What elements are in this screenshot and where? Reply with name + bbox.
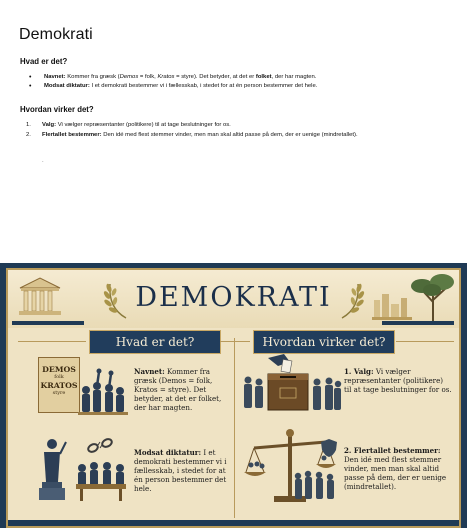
flertal-label: 2. Flertallet bestemmer: (344, 446, 441, 455)
people-voters-icon (242, 370, 266, 410)
people-crowd-icon (78, 368, 128, 416)
left-section-heading: Hvad er det? (89, 330, 221, 354)
bottom-band (8, 520, 459, 526)
list-item (26, 131, 448, 140)
demos-kratos-scroll (38, 357, 80, 413)
right-section-heading: Hvordan virker det? (253, 330, 395, 354)
city-ruins-icon (372, 286, 412, 320)
item-emphasis: folket (255, 74, 272, 80)
page-title: Demokrati (19, 26, 93, 43)
item-text: Vi vælger repræsentanter (politikere) til at tage beslutninger for os. (56, 122, 231, 129)
rule-right (396, 341, 454, 342)
item-number: 1. (26, 122, 31, 129)
olive-tree-icon (410, 272, 456, 324)
diktatur-text: I et demokrati bestemmer vi i fællesskab, i stedet for at én person bestemmer det hele. (134, 448, 227, 493)
poster-title: DEMOKRATI (135, 282, 332, 313)
title-underline-left (12, 321, 84, 325)
diktatur-label: Modsat diktatur: (134, 448, 202, 457)
scroll-kratos: KRATOS (40, 381, 78, 390)
item-label: Flertallet bestemmer: (42, 131, 102, 138)
statue-icon (34, 436, 70, 502)
valg-text: Vi vælger repræsentanter (politikere) til at tage beslutninger for os. (344, 367, 452, 394)
item-number: 2. (26, 131, 31, 138)
title-underline-right (382, 321, 454, 325)
rule-left (18, 341, 86, 342)
ballot-box-icon (264, 352, 312, 412)
valg-label: 1. Valg: (344, 367, 374, 376)
column-divider (234, 338, 235, 518)
item-text: Den idé med flest stemmer vinder, men man skal altid passe på dem, der er uenige (mindretallet). (101, 131, 358, 138)
diktatur-text-block (134, 448, 232, 493)
scroll-demos: DEMOS (42, 365, 76, 374)
item-emphasis: Demos (119, 74, 139, 80)
item-text: = folk, (138, 74, 158, 80)
flertal-text: Den idé med flest stemmer vinder, men man skal altid passe på dem, der er uenige (mindretallet). (344, 455, 447, 491)
stray-mark: . (42, 158, 44, 164)
item-label: Valg: (42, 122, 57, 129)
document (18, 26, 448, 140)
scroll-folk: folk (54, 374, 64, 380)
section-heading-what: Hvad er det? (20, 57, 68, 66)
item-text: I et demokrati bestemmer vi i fællesskab, i stedet for at én person bestemmer det hele. (89, 83, 318, 90)
item-emphasis: Kratos (157, 74, 175, 80)
how-list (18, 121, 448, 139)
navnet-text-block (134, 367, 230, 412)
list-item (44, 82, 448, 91)
valg-text-block (344, 367, 452, 394)
item-text: , der har magten. (271, 74, 317, 80)
broken-chain-icon (86, 436, 114, 456)
scroll-styre: styre (52, 390, 66, 396)
council-table-icon (74, 458, 128, 502)
laurel-right-icon (338, 280, 368, 320)
item-label: Navnet: (44, 74, 66, 80)
flertal-text-block (344, 446, 454, 491)
poster-panel (6, 268, 461, 528)
section-heading-how: Hvordan virker det? (20, 105, 94, 115)
rule-mid (220, 341, 250, 342)
infographic-poster (0, 263, 467, 528)
navnet-text: Kommer fra græsk (Demos = folk, Kratos = styre). Det betyder, at det er folket, der har magten. (134, 367, 222, 412)
item-text: = styre). Det betyder, at det er (174, 74, 256, 80)
item-text: Kommer fra græsk ( (65, 74, 120, 80)
item-label: Modsat diktatur: (44, 83, 90, 90)
crowd-majority-icon (292, 468, 336, 502)
shield-icon (320, 438, 338, 458)
list-item (44, 73, 448, 82)
list-item (26, 121, 448, 130)
people-group-icon (310, 372, 342, 412)
what-list (18, 73, 448, 91)
navnet-label: Navnet: (134, 367, 165, 376)
